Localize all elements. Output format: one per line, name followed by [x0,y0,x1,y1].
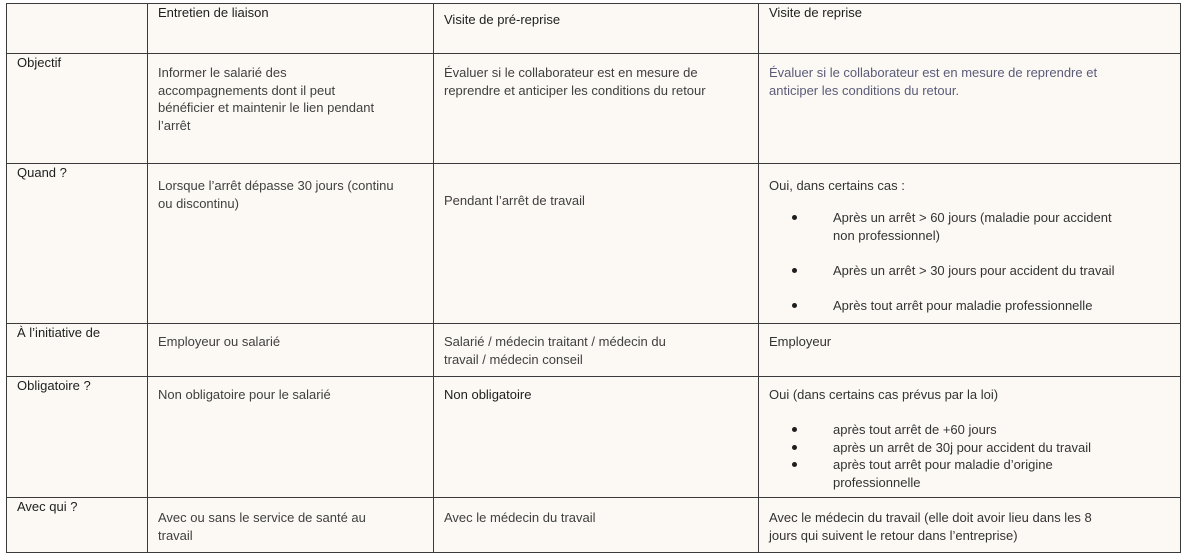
row-label-quand [7,164,148,324]
column-header-visite-de-reprise [759,4,1181,54]
list-item [769,439,1170,457]
cell-objectif-reprise [759,54,1181,164]
table-row-avec-qui [7,498,1181,553]
cell-text: Évaluer si le collaborateur est en mesure de reprendre et anticiper les conditions du retour. [769,65,1098,98]
bullet-icon [792,215,797,220]
cell-intro-text: Oui, dans certains cas : [769,178,905,193]
column-header-label: Entretien de liaison [158,5,269,20]
cell-text: Lorsque l’arrêt dépasse 30 jours (continu ou discontinu) [158,178,394,211]
bullet-icon [792,445,797,450]
cell-text: Employeur [769,334,832,349]
cell-objectif-liaison [148,54,434,164]
cell-initiative-liaison [148,324,434,377]
cell-intro-text: Oui (dans certains cas prévus par la loi) [769,387,999,402]
row-label-text: À l’initiative de [17,325,101,340]
column-header-entretien-de-liaison [148,4,434,54]
row-label-text: Avec qui ? [17,499,78,514]
row-label-text: Obligatoire ? [17,378,91,393]
cell-text: Évaluer si le collaborateur est en mesure de reprendre et anticiper les conditions du retour [444,65,706,98]
bullet-list [769,421,1170,491]
list-item-text: Après un arrêt > 30 jours pour accident du travail [833,262,1115,278]
header-row [7,4,1181,54]
cell-text: Pendant l’arrêt de travail [444,193,585,208]
cell-quand-reprise [759,164,1181,324]
bullet-icon [792,462,797,467]
cell-avec-qui-liaison [148,498,434,553]
cell-quand-liaison [148,164,434,324]
list-item-text: après tout arrêt pour maladie d’origine professionnelle [833,457,1053,490]
list-item [769,209,1170,244]
list-item [769,297,1170,315]
cell-obligatoire-reprise [759,377,1181,498]
cell-text: Non obligatoire [444,387,532,402]
cell-text: Non obligatoire pour le salarié [158,387,331,402]
cell-text: Avec le médecin du travail (elle doit avoir lieu dans les 8 jours qui suivent le retour dans l’entreprise) [769,510,1092,543]
cell-avec-qui-reprise [759,498,1181,553]
cell-obligatoire-liaison [148,377,434,498]
bullet-list [769,209,1170,314]
comparison-table [6,3,1181,553]
cell-text: Informer le salarié des accompagnements dont il peut bénéficier et maintenir le lien pendant l’arrêt [158,65,375,133]
cell-objectif-pre-reprise [434,54,759,164]
row-label-text: Objectif [17,55,62,70]
bullet-icon [792,303,797,308]
row-label-avec-qui [7,498,148,553]
cell-text: Salarié / médecin traitant / médecin du travail / médecin conseil [444,334,666,367]
column-header-label: Visite de pré-reprise [444,12,561,27]
table-row-initiative [7,324,1181,377]
list-item-text: après un arrêt de 30j pour accident du travail [833,439,1091,455]
cell-text: Avec le médecin du travail [444,510,596,525]
table-row-obligatoire [7,377,1181,498]
list-item [769,262,1170,280]
list-item-text: Après un arrêt > 60 jours (maladie pour accident non professionnel) [833,210,1112,243]
table-row-quand [7,164,1181,324]
cell-initiative-pre-reprise [434,324,759,377]
cell-text: Employeur ou salarié [158,334,281,349]
list-item-text: après tout arrêt de +60 jours [833,422,997,437]
table-row-objectif [7,54,1181,164]
row-label-text: Quand ? [17,165,67,180]
cell-quand-pre-reprise [434,164,759,324]
row-label-initiative [7,324,148,377]
cell-obligatoire-pre-reprise [434,377,759,498]
row-label-objectif [7,54,148,164]
bullet-icon [792,268,797,273]
list-item [769,456,1170,491]
corner-cell [7,4,148,54]
cell-initiative-reprise [759,324,1181,377]
list-item [769,421,1170,439]
list-item-text: Après tout arrêt pour maladie professionnelle [833,297,1093,313]
column-header-label: Visite de reprise [769,5,862,20]
cell-avec-qui-pre-reprise [434,498,759,553]
bullet-icon [792,427,797,432]
row-label-obligatoire [7,377,148,498]
cell-text: Avec ou sans le service de santé au travail [158,510,366,543]
column-header-visite-de-pre-reprise [434,4,759,54]
